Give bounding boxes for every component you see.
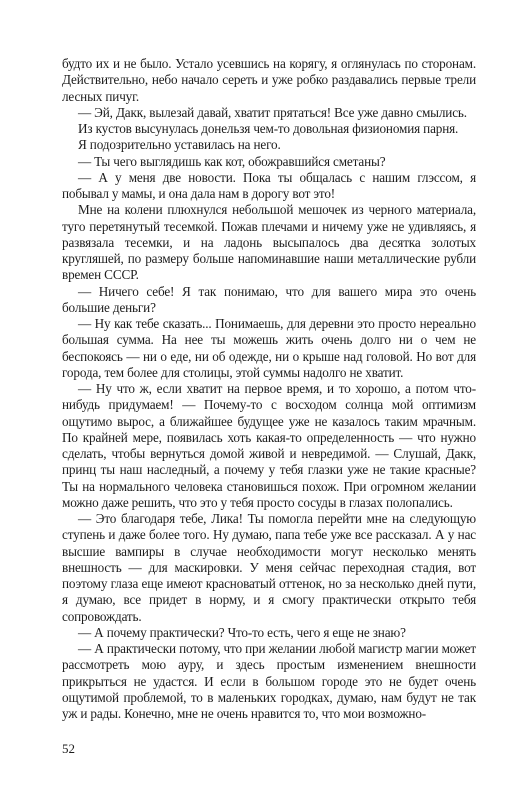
paragraph: Мне на колени плюхнулся небольшой мешочек из черного материала, туго перетянутый тесемкой. Пожав плечами и ничему уже не удивляясь, я развязала тесемки, и на ладонь высыпалось два десятка золотых кругляшей, по размеру больше напоминавшие наши металлические рубли времен СССР. [62, 202, 476, 283]
book-page-text [62, 56, 476, 722]
paragraph: — Ты чего выглядишь как кот, обожравшийся сметаны? [78, 153, 386, 169]
paragraph: — А у меня две новости. Пока ты общалась с нашим глэссом, я побывал у мамы, и она дала нам в дорогу вот это! [62, 169, 476, 201]
paragraph: — Ну как тебе сказать... Понимаешь, для деревни это просто нереально большая сумма. На нее ты можешь жить очень долго ни о чем не беспокоясь — ни о еде, ни об одежде, ни о крыше над головой. Но вот для города, тем более для столицы, этой суммы надолго не хватит. [62, 316, 476, 380]
paragraph: — Это благодаря тебе, Лика! Ты помогла перейти мне на следующую ступень и даже более того. Ну думаю, папа тебе уже все рассказал. А у нас высшие вампиры в случае необходимости могут несколько менять внешность — для маскировки. У меня сейчас переходная стадия, вот поэтому глаза еще имеют красноватый оттенок, но за несколько дней пути, я думаю, все придет в норму, и я смогу практически открыто тебя сопровождать. [62, 511, 476, 624]
paragraph: — Эй, Дакк, вылезай давай, хватит прятаться! Все уже давно смылись. [78, 104, 467, 120]
paragraph: — Ничего себе! Я так понимаю, что для вашего мира это очень большие деньги? [62, 283, 476, 315]
paragraph: Я подозрительно уставилась на него. [78, 137, 281, 153]
page-number: 52 [62, 741, 75, 756]
paragraph: — А практически потому, что при желании любой магистр магии может рассмотреть мою ауру, и здесь простым изменением внешности прикрыться не удастся. И если в большом городе это не будет очень ощутимой проблемой, то в маленьких городках, думаю, нам будут не так уж и рады. Конечно, мне не очень нравится то, что мои возможно- [62, 641, 476, 721]
paragraph: Из кустов высунулась донельзя чем-то довольная физиономия парня. [78, 121, 459, 136]
paragraph: — А почему практически? Что-то есть, чего я еще не знаю? [78, 624, 406, 640]
paragraph-continued: будто их и не было. Устало усевшись на корягу, я оглянулась по сторонам. Действительно, небо начало сереть и уже робко раздавались первые трели лесных пичуг. [62, 56, 476, 104]
paragraph: — Ну что ж, если хватит на первое время, и то хорошо, а потом что-нибудь придумаем! — Почему-то с восходом солнца мой оптимизм ощутимо вырос, а ближайшее будущее уже не казалось таким мрачным. По крайней мере, появилась хоть какая-то определенность — что нужно сделать, чтобы вернуться домой живой и невредимой. — Слушай, Дакк, принц ты наш наследный, а почему у тебя глазки уже не такие красные? Ты на нормального человека становишься похож. При огромном желании можно даже решить, что это у тебя просто сосуды в глазах полопались. [62, 381, 476, 510]
